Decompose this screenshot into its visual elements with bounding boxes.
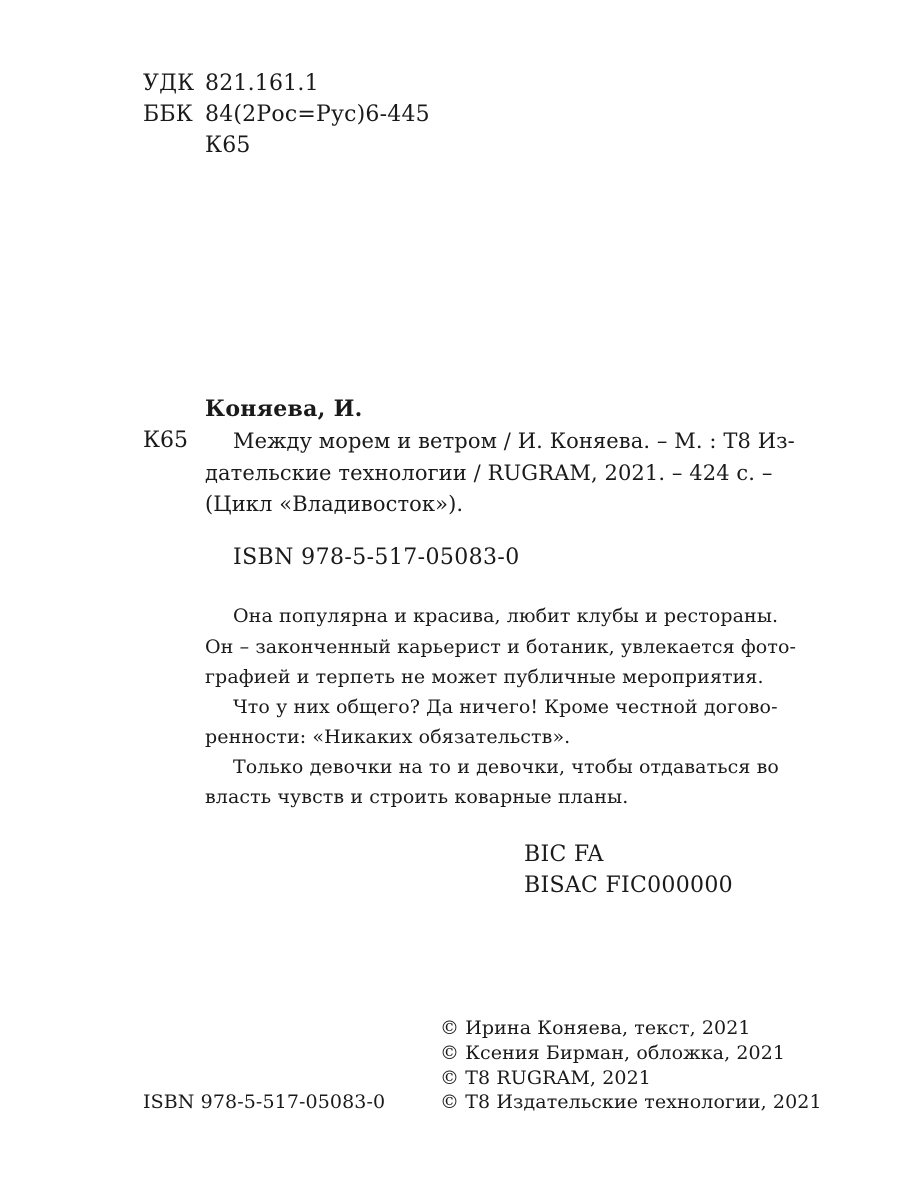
annotation-line: власть чувств и строить коварные планы. <box>205 786 629 808</box>
author-mark-row <box>143 130 463 162</box>
copyright-line: © Т8 Издательские технологии, 2021 <box>440 1091 822 1113</box>
bib-line: (Цикл «Владивосток»). <box>205 492 464 516</box>
udk-label: УДК <box>143 71 195 96</box>
author-heading: Коняева, И. <box>205 396 363 422</box>
annotation-line: графией и терпеть не может публичные мероприятия. <box>205 666 764 688</box>
bisac-code: BISAC FIC000000 <box>524 873 733 898</box>
author-mark-left: К65 <box>143 428 189 453</box>
bbk-row <box>143 99 463 131</box>
copyright-line: © Ирина Коняева, текст, 2021 <box>440 1017 751 1039</box>
author-mark-top: К65 <box>205 133 251 158</box>
classification-block <box>143 68 463 164</box>
bib-line: дательские технологии / RUGRAM, 2021. – 424 с. – <box>205 461 773 485</box>
bbk-label: ББК <box>143 102 193 127</box>
isbn-main: ISBN 978-5-517-05083-0 <box>233 545 520 570</box>
copyright-line: © Ксения Бирман, обложка, 2021 <box>440 1042 786 1064</box>
copyright-line: © Т8 RUGRAM, 2021 <box>440 1067 651 1089</box>
udk-row <box>143 68 463 100</box>
bib-line: Между морем и ветром / И. Коняева. – М. : Т8 Из- <box>233 429 795 453</box>
annotation-line: Что у них общего? Да ничего! Кроме честной догово- <box>233 696 778 718</box>
udk-value: 821.161.1 <box>205 71 319 96</box>
bic-code: BIC FA <box>524 842 604 867</box>
bbk-value: 84(2Рос=Рус)6-445 <box>205 102 430 127</box>
annotation-line: Она популярна и красива, любит клубы и рестораны. <box>233 605 779 627</box>
isbn-footer: ISBN 978-5-517-05083-0 <box>143 1091 386 1113</box>
annotation-line: Только девочки на то и девочки, чтобы отдаваться во <box>233 756 779 778</box>
annotation-line: ренности: «Никаких обязательств». <box>205 726 571 748</box>
annotation-line: Он – законченный карьерист и ботаник, увлекается фото- <box>205 636 797 658</box>
